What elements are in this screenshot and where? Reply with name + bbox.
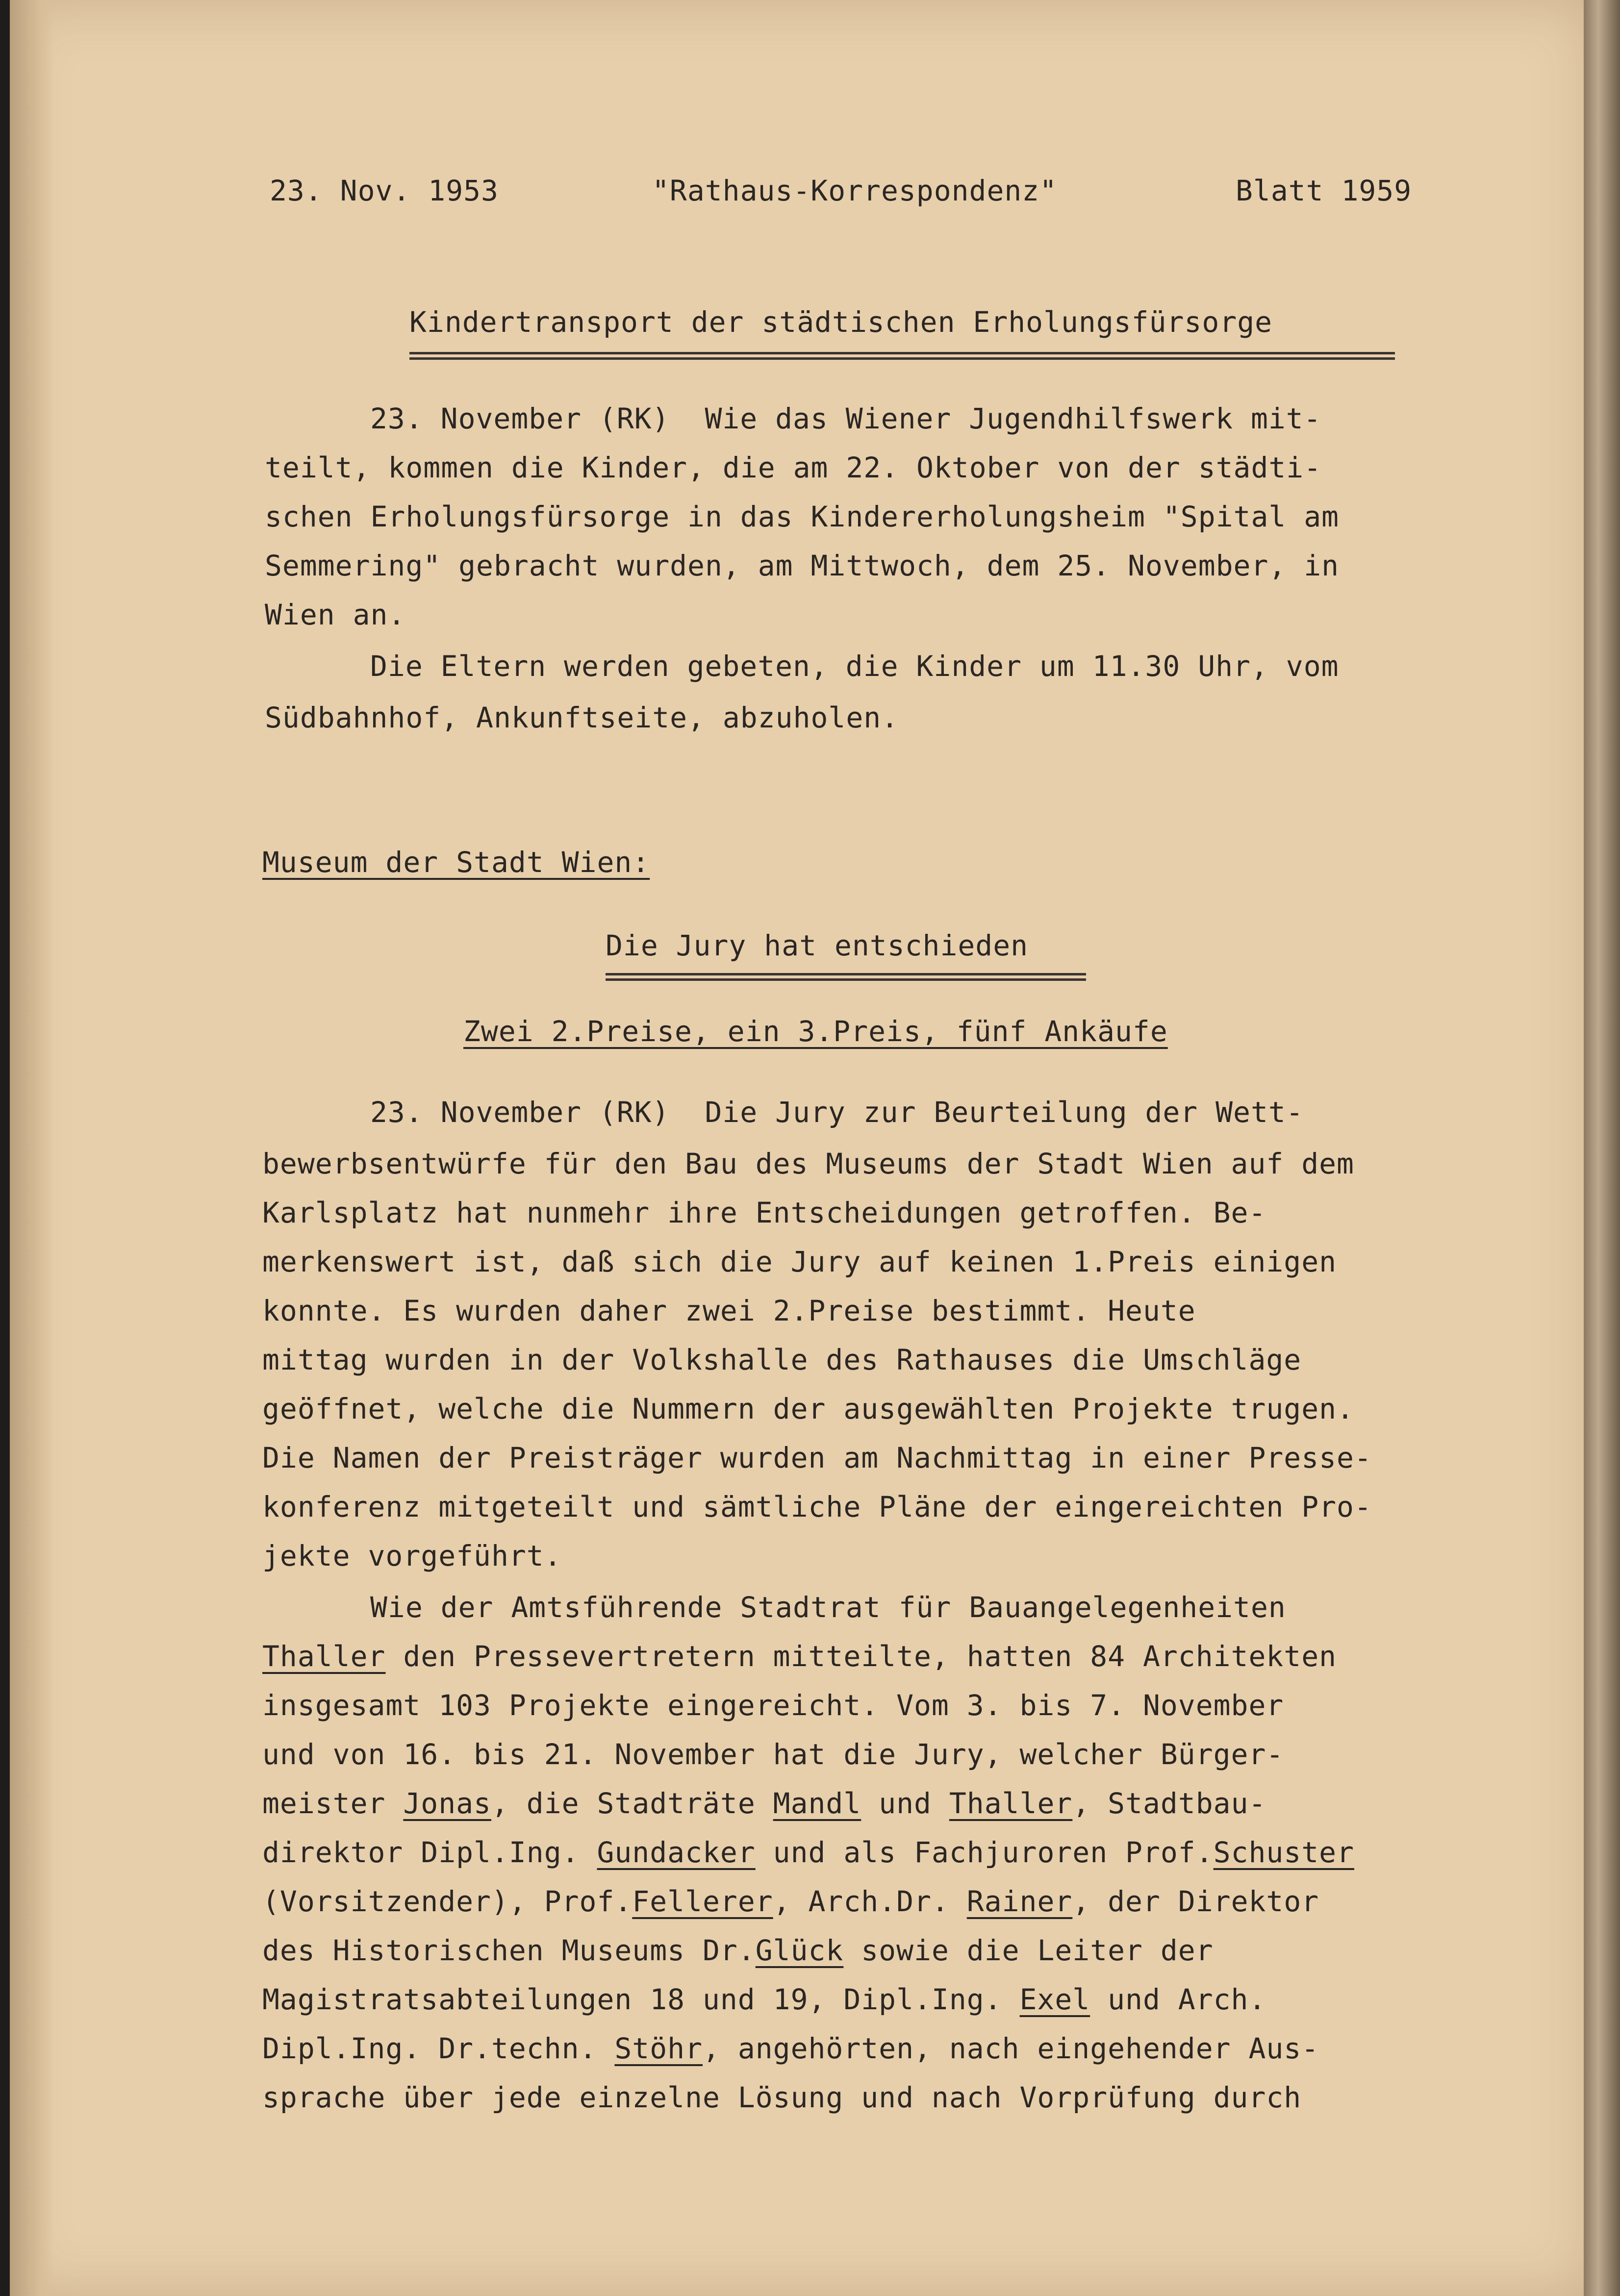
person-name: Fellerer — [632, 1885, 773, 1918]
article2-line: des Historischen Museums Dr.Glück sowie die Leiter der — [262, 1934, 1214, 1967]
article2-line: und von 16. bis 21. November hat die Jury, welcher Bürger- — [262, 1738, 1284, 1771]
article2-line: konferenz mitgeteilt und sämtliche Pläne der eingereichten Pro- — [262, 1490, 1372, 1523]
article2-heading-double-rule — [606, 973, 1086, 981]
article2-line: jekte vorgeführt. — [262, 1539, 562, 1572]
article2-line: direktor Dipl.Ing. Gundacker und als Fachjuroren Prof.Schuster — [262, 1836, 1355, 1869]
person-name: Stöhr — [614, 2032, 703, 2065]
article2-line: geöffnet, welche die Nummern der ausgewählten Projekte trugen. — [262, 1392, 1354, 1425]
article2-line: 23. November (RK) Die Jury zur Beurteilung der Wett- — [370, 1096, 1304, 1129]
person-name: Schuster — [1213, 1836, 1355, 1869]
article2-line: Thaller den Pressevertretern mitteilte, hatten 84 Architekten — [262, 1640, 1337, 1673]
article2-line: mittag wurden in der Volkshalle des Rathauses die Umschläge — [262, 1343, 1302, 1376]
article1-line: teilt, kommen die Kinder, die am 22. Oktober von der städti- — [265, 451, 1322, 484]
header-title: "Rathaus-Korrespondenz" — [652, 174, 1058, 207]
person-name: Exel — [1019, 1983, 1090, 2016]
article1-line: 23. November (RK) Wie das Wiener Jugendhilfswerk mit- — [370, 402, 1321, 435]
person-name: Gundacker — [597, 1836, 756, 1869]
article2-line: Die Namen der Preisträger wurden am Nachmittag in einer Presse- — [262, 1441, 1372, 1474]
article2-line: (Vorsitzender), Prof.Fellerer, Arch.Dr. Rainer, der Direktor — [262, 1885, 1319, 1918]
article1-line: Wien an. — [265, 598, 406, 631]
article1-line: schen Erholungsfürsorge in das Kindererholungsheim "Spital am — [265, 500, 1340, 533]
article2-line: bewerbsentwürfe für den Bau des Museums der Stadt Wien auf dem — [262, 1147, 1354, 1180]
article2-line: merkenswert ist, daß sich die Jury auf keinen 1.Preis einigen — [262, 1245, 1337, 1278]
article2-line: Magistratsabteilungen 18 und 19, Dipl.Ing. Exel und Arch. — [262, 1983, 1266, 2016]
article2-line: Karlsplatz hat nunmehr ihre Entscheidungen getroffen. Be- — [262, 1196, 1266, 1229]
article2-line: meister Jonas, die Stadträte Mandl und Thaller, Stadtbau- — [262, 1787, 1266, 1820]
article1-heading-double-rule — [409, 352, 1395, 360]
article2-subheading: Zwei 2.Preise, ein 3.Preis, fünf Ankäufe — [463, 1015, 1168, 1048]
header-date: 23. Nov. 1953 — [270, 174, 499, 207]
person-name: Jonas — [403, 1787, 491, 1820]
header-sheet-number: Blatt 1959 — [1236, 174, 1412, 207]
person-name: Glück — [755, 1934, 844, 1967]
article2-line: Wie der Amtsführende Stadtrat für Bauangelegenheiten — [370, 1591, 1286, 1624]
article2-line: Dipl.Ing. Dr.techn. Stöhr, angehörten, nach eingehender Aus- — [262, 2032, 1319, 2065]
article2-line: konnte. Es wurden daher zwei 2.Preise bestimmt. Heute — [262, 1294, 1196, 1327]
article1-heading: Kindertransport der städtischen Erholungsfürsorge — [409, 305, 1273, 339]
article2-line: insgesamt 103 Projekte eingereicht. Vom 3. bis 7. November — [262, 1689, 1284, 1722]
article1-line: Die Eltern werden gebeten, die Kinder um 11.30 Uhr, vom — [370, 649, 1339, 683]
person-name: Thaller — [262, 1640, 386, 1673]
article1-line: Semmering" gebracht wurden, am Mittwoch, dem 25. November, in — [265, 549, 1340, 582]
article2-heading: Die Jury hat entschieden — [606, 929, 1029, 962]
article2-line: sprache über jede einzelne Lösung und nach Vorprüfung durch — [262, 2081, 1302, 2114]
article1-line: Südbahnhof, Ankunftseite, abzuholen. — [265, 701, 899, 734]
person-name: Mandl — [773, 1787, 861, 1820]
article2-section-title: Museum der Stadt Wien: — [262, 846, 650, 879]
person-name: Thaller — [949, 1787, 1073, 1820]
person-name: Rainer — [966, 1885, 1073, 1918]
